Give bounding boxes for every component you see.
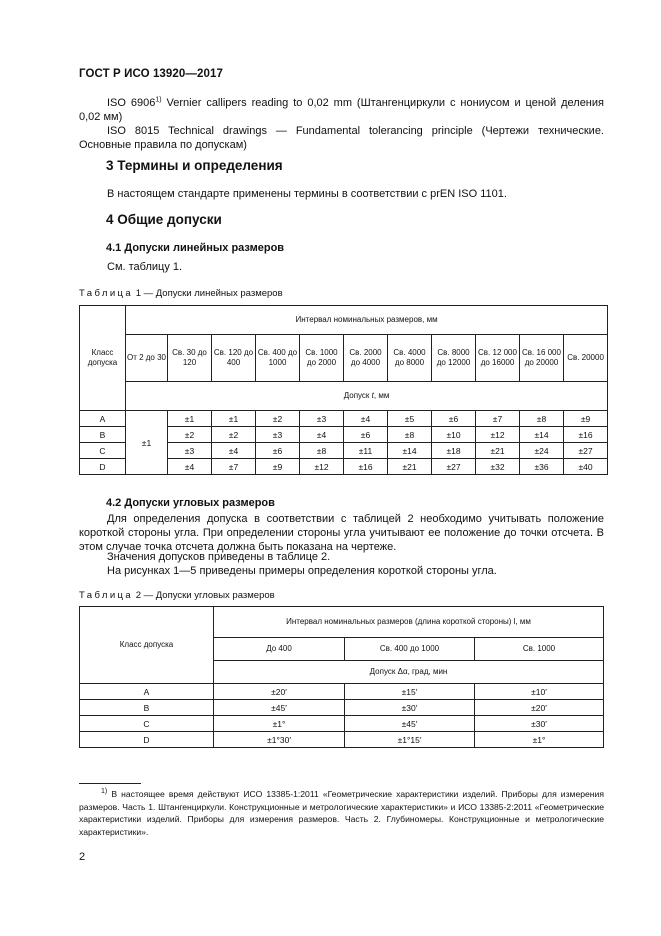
tolerance-header: Допуск Δα, град, мин [214,661,604,684]
range-col: Св. 8000 до 12000 [432,335,476,382]
value-cell: ±32 [476,459,520,475]
range-col: Св. 1000 [475,638,604,661]
table-linear-tolerances [79,305,608,475]
range-col: Св. 30 до 120 [168,335,212,382]
value-cell: ±2 [168,427,212,443]
value-cell: ±1° [475,732,604,748]
value-cell: ±7 [476,411,520,427]
subsection-4-1-text-content: См. таблицу 1. [107,261,183,273]
class-cell: B [80,700,214,716]
table-row [80,732,604,748]
reference-text: Technical drawings — Fundamental tolerancing principle (Чертежи технические. Основные правила по допускам) [79,125,604,151]
subsection-4-2-p3 [79,564,604,578]
class-cell: D [80,732,214,748]
value-cell: ±40 [564,459,608,475]
value-cell: ±2 [256,411,300,427]
section-4-title: 4 Общие допуски [106,212,222,227]
range-header: Интервал номинальных размеров (длина короткой стороны) l, мм [214,607,604,638]
value-cell: ±6 [256,443,300,459]
value-cell: ±11 [344,443,388,459]
tolerance-header [126,382,608,411]
value-cell: ±18 [432,443,476,459]
footnote-text: В настоящее время действуют ИСО 13385-1:2011 «Геометрические характеристики изделий. Приборы для измерения размеров. Часть 1. Штангенциркули. Конструкционные и метрологические характеристики» и ИСО 13385-2:2011 «Геометрические характеристики изделий. Приборы для измерения размеров. Часть 2. Глубиномеры. Конструкционные и метрологические характеристики». [79,789,604,837]
value-cell: ±3 [168,443,212,459]
value-cell: ±9 [256,459,300,475]
value-cell: ±4 [212,443,256,459]
range-col: Св. 4000 до 8000 [388,335,432,382]
value-cell: ±12 [300,459,344,475]
table-angular-tolerances [79,606,604,748]
table-row [80,684,604,700]
range-col: Св. 120 до 400 [212,335,256,382]
caption-label: Таблица [79,288,134,299]
value-cell: ±27 [432,459,476,475]
reference-iso-8015 [79,124,604,152]
subsection-4-2-title: 4.2 Допуски угловых размеров [106,497,275,509]
subsection-4-1-text [79,260,604,274]
value-cell: ±8 [300,443,344,459]
subsection-4-2-p3-content: На рисунках 1—5 приведены примеры определения короткой стороны угла. [107,565,497,577]
subsection-4-2-p2-content: Значения допусков приведены в таблице 2. [107,551,331,563]
value-cell: ±21 [476,443,520,459]
class-cell: A [80,411,126,427]
merged-value-cell: ±1 [126,411,168,475]
value-cell: ±9 [564,411,608,427]
class-cell: C [80,443,126,459]
value-cell: ±7 [212,459,256,475]
class-header: Класс допуска [80,306,126,411]
value-cell: ±4 [344,411,388,427]
value-cell: ±24 [520,443,564,459]
value-cell: ±36 [520,459,564,475]
class-cell: D [80,459,126,475]
table-row [80,700,604,716]
value-cell: ±1°15′ [345,732,475,748]
value-cell: ±1°30′ [214,732,345,748]
value-cell: ±14 [520,427,564,443]
value-cell: ±45′ [214,700,345,716]
value-cell: ±8 [388,427,432,443]
caption-text: 2 — Допуски угловых размеров [133,590,275,601]
value-cell: ±12 [476,427,520,443]
range-col: От 2 до 30 [126,335,168,382]
footnote-marker: 1) [155,96,162,104]
value-cell: ±3 [256,427,300,443]
footnote-marker: 1) [101,788,108,796]
value-cell: ±30′ [345,700,475,716]
footnote-divider [79,783,141,784]
value-cell: ±10 [432,427,476,443]
range-col: Св. 400 до 1000 [256,335,300,382]
value-cell: ±20′ [214,684,345,700]
value-cell: ±1° [214,716,345,732]
value-cell: ±14 [388,443,432,459]
value-cell: ±2 [212,427,256,443]
document-header: ГОСТ Р ИСО 13920—2017 [79,68,224,80]
value-cell: ±4 [168,459,212,475]
range-col: Св. 16 000 до 20000 [520,335,564,382]
reference-code: ISO 8015 [107,125,160,137]
class-cell: C [80,716,214,732]
value-cell: ±30′ [475,716,604,732]
table-2-caption [79,590,275,601]
section-3-text-content: В настоящем стандарте применены термины в соответствии с prEN ISO 1101. [107,188,507,200]
subsection-4-2-p1 [79,512,604,554]
class-cell: B [80,427,126,443]
range-col: До 400 [214,638,345,661]
reference-text: Vernier callipers reading to 0,02 mm (Штангенциркули с нониусом и ценой деления 0,02 мм) [79,97,604,123]
value-cell: ±27 [564,443,608,459]
caption-text: 1 — Допуски линейных размеров [133,288,283,299]
section-3-text [79,187,604,201]
value-cell: ±8 [520,411,564,427]
footnote [79,788,604,838]
value-cell: ±6 [344,427,388,443]
range-col: Св. 12 000 до 16000 [476,335,520,382]
value-cell: ±6 [432,411,476,427]
table-row [80,716,604,732]
value-cell: ±45′ [345,716,475,732]
class-cell: A [80,684,214,700]
subsection-4-2-p2 [79,550,604,564]
reference-iso-6906 [79,96,604,124]
tolerance-symbol: t [371,391,374,400]
subsection-4-2-p1-content: Для определения допуска в соответствии с таблицей 2 необходимо учитывать положение короткой стороны угла. При определении стороны угла учитывают ее положение до точки отсчета. В этом случае точка отсчета должна быть показана на чертеже. [79,513,604,553]
value-cell: ±4 [300,427,344,443]
range-col: Св. 2000 до 4000 [344,335,388,382]
tolerance-header-prefix: Допуск [343,391,372,400]
value-cell: ±20′ [475,700,604,716]
section-3-title: 3 Термины и определения [106,158,283,173]
subsection-4-1-title: 4.1 Допуски линейных размеров [106,242,285,254]
range-header: Интервал номинальных размеров, мм [126,306,608,335]
value-cell: ±1 [168,411,212,427]
class-header: Класс допуска [80,607,214,684]
value-cell: ±1 [212,411,256,427]
table-1-caption [79,288,283,299]
value-cell: ±16 [344,459,388,475]
tolerance-header-suffix: , мм [373,391,390,400]
caption-label: Таблица [79,590,134,601]
value-cell: ±5 [388,411,432,427]
value-cell: ±21 [388,459,432,475]
reference-code: ISO 6906 [107,97,156,109]
range-col: Св. 20000 [564,335,608,382]
range-col: Св. 1000 до 2000 [300,335,344,382]
value-cell: ±15′ [345,684,475,700]
table-row [80,411,608,427]
value-cell: ±10′ [475,684,604,700]
range-col: Св. 400 до 1000 [345,638,475,661]
page-number: 2 [79,851,86,863]
value-cell: ±3 [300,411,344,427]
value-cell: ±16 [564,427,608,443]
